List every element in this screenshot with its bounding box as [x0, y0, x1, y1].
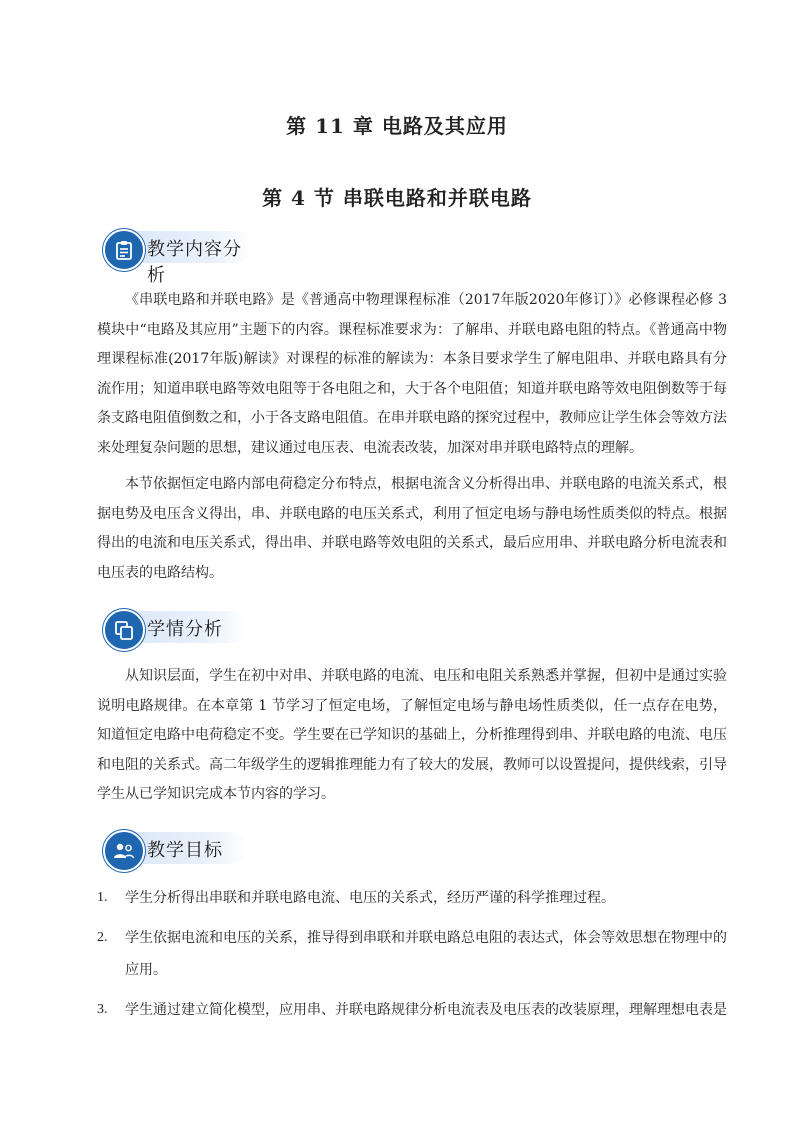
- learner-analysis-paragraph: 从知识层面，学生在初中对串、并联电路的电流、电压和电阻关系熟悉并掌握，但初中是通过实验说明电路规律。在本章第 1 节学习了恒定电场，了解恒定电场与静电场性质类似，任一点存在电势，知道恒定电路中电荷稳定不变。学生要在已学知识的基础上，分析推理得到串、并联电路的电流、电压和电阻的关系式。高二年级学生的逻辑推理能力有了较大的发展，教师可以设置提问，提供线索，引导学生从已学知识完成本节内容的学习。: [97, 668, 727, 802]
- list-item: [97, 922, 727, 986]
- content-analysis-heading: 教学内容分析: [147, 239, 242, 286]
- list-item-number: 1.: [97, 890, 108, 905]
- list-item-number: 3.: [97, 1002, 108, 1017]
- content-analysis-paragraph-1: 《串联电路和并联电路》是《普通高中物理课程标准（2017年版2020年修订）》必修课程必修 3 模块中“电路及其应用”主题下的内容。课程标准要求为：了解串、并联电路电阻的特点。《普通高中物理课程标准(2017年版)解读》对课程的标准的解读为：本条目要求学生了解电阻串、并联电路具有分流作用；知道串联电路等效电阻等于各电阻之和，大于各个电阻值；知道并联电路等效电阻倒数等于每条支路电阻值倒数之和，小于各支路电阻值。在串并联电路的探究过程中，教师应让学生体会等效方法来处理复杂问题的思想，建议通过电压表、电流表改装，加深对串并联电路特点的理解。: [97, 292, 727, 456]
- objectives-badge: [103, 830, 248, 866]
- people-icon: [103, 830, 145, 872]
- learner-analysis-heading: 学情分析: [147, 619, 223, 640]
- learner-analysis-badge: [103, 609, 248, 645]
- chapter-title: 第 11 章 电路及其应用: [286, 114, 508, 138]
- list-item-number: 2.: [97, 930, 108, 945]
- objectives-list: [97, 882, 727, 1034]
- copy-icon: [103, 609, 145, 651]
- content-analysis-badge: [103, 229, 253, 286]
- clipboard-icon: [103, 229, 145, 271]
- list-item: [97, 994, 727, 1026]
- list-item-text: 学生通过建立简化模型，应用串、并联电路规律分析电流表及电压表的改装原理，理解理想电表是: [125, 1002, 727, 1018]
- content-analysis-paragraph-2: 本节依据恒定电路内部电荷稳定分布特点，根据电流含义分析得出串、并联电路的电流关系式，根据电势及电压含义得出，串、并联电路的电压关系式，利用了恒定电场与静电场性质类似的特点。根据得出的电流和电压关系式，得出串、并联电路等效电阻的关系式，最后应用串、并联电路分析电流表和电压表的电路结构。: [97, 476, 727, 581]
- objectives-heading: 教学目标: [147, 840, 223, 861]
- section-title: 第 4 节 串联电路和并联电路: [262, 186, 532, 210]
- list-item-text: 学生依据电流和电压的关系，推导得到串联和并联电路总电阻的表达式，体会等效思想在物理中的应用。: [125, 930, 727, 978]
- list-item-text: 学生分析得出串联和并联电路电流、电压的关系式，经历严谨的科学推理过程。: [125, 890, 615, 906]
- list-item: [97, 882, 727, 914]
